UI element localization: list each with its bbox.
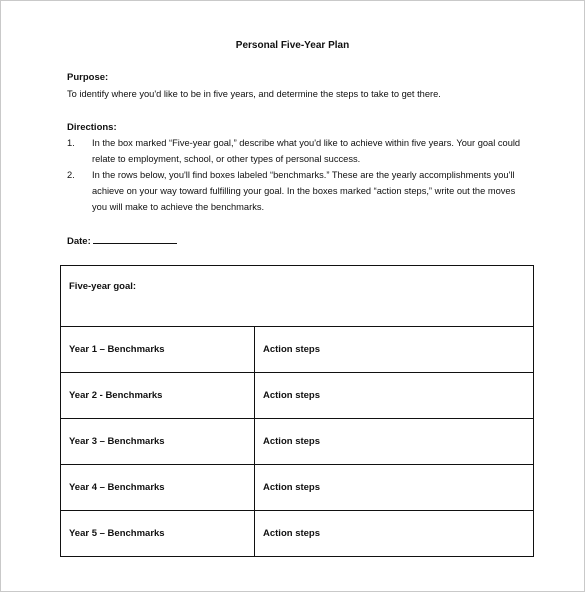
action-steps-cell[interactable] — [255, 465, 534, 511]
table-row — [61, 419, 534, 465]
action-steps-label: Action steps — [263, 482, 321, 493]
benchmark-label: Year 5 – Benchmarks — [69, 528, 165, 539]
benchmark-cell[interactable] — [61, 327, 255, 373]
five-year-goal-label: Five-year goal: — [69, 281, 137, 292]
purpose-text: To identify where you'd like to be in five years, and determine the steps to take to get there. — [67, 89, 441, 99]
benchmark-label: Year 4 – Benchmarks — [69, 482, 165, 493]
table-row — [61, 465, 534, 511]
action-steps-cell[interactable] — [255, 511, 534, 557]
direction-body — [92, 167, 562, 215]
action-steps-cell[interactable] — [255, 373, 534, 419]
table-row — [61, 511, 534, 557]
direction-line: relate to employment, school, or other types of personal success. — [92, 154, 361, 164]
direction-line: achieve on your way toward fulfilling your goal. In the boxes marked “action steps,” write out the moves — [92, 186, 516, 196]
benchmark-cell[interactable] — [61, 511, 255, 557]
benchmark-cell[interactable] — [61, 419, 255, 465]
direction-body — [92, 135, 562, 167]
action-steps-cell[interactable] — [255, 419, 534, 465]
five-year-goal-cell[interactable] — [61, 266, 534, 327]
purpose-label: Purpose: — [67, 72, 109, 83]
date-field[interactable] — [93, 234, 177, 244]
plan-table — [60, 265, 534, 557]
action-steps-cell[interactable] — [255, 327, 534, 373]
action-steps-label: Action steps — [263, 436, 321, 447]
direction-number: 2. — [67, 170, 75, 180]
page-title: Personal Five-Year Plan — [235, 40, 350, 51]
action-steps-label: Action steps — [263, 528, 321, 539]
benchmark-cell[interactable] — [61, 465, 255, 511]
direction-line: In the box marked “Five-year goal,” describe what you'd like to achieve within five years. Your goal could — [92, 138, 521, 148]
date-label: Date: — [67, 236, 91, 247]
goal-row — [61, 266, 534, 327]
direction-number: 1. — [67, 138, 75, 148]
table-row — [61, 327, 534, 373]
benchmark-cell[interactable] — [61, 373, 255, 419]
direction-line: In the rows below, you'll find boxes labeled “benchmarks.” These are the yearly accomplishments you'll — [92, 170, 515, 180]
direction-line: you will make to achieve the benchmarks. — [92, 202, 265, 212]
action-steps-label: Action steps — [263, 390, 321, 401]
directions-label: Directions: — [67, 122, 117, 133]
benchmark-label: Year 1 – Benchmarks — [69, 344, 165, 355]
benchmark-label: Year 2 - Benchmarks — [69, 390, 163, 401]
date-row — [67, 234, 177, 247]
action-steps-label: Action steps — [263, 344, 321, 355]
benchmark-label: Year 3 – Benchmarks — [69, 436, 165, 447]
table-row — [61, 373, 534, 419]
